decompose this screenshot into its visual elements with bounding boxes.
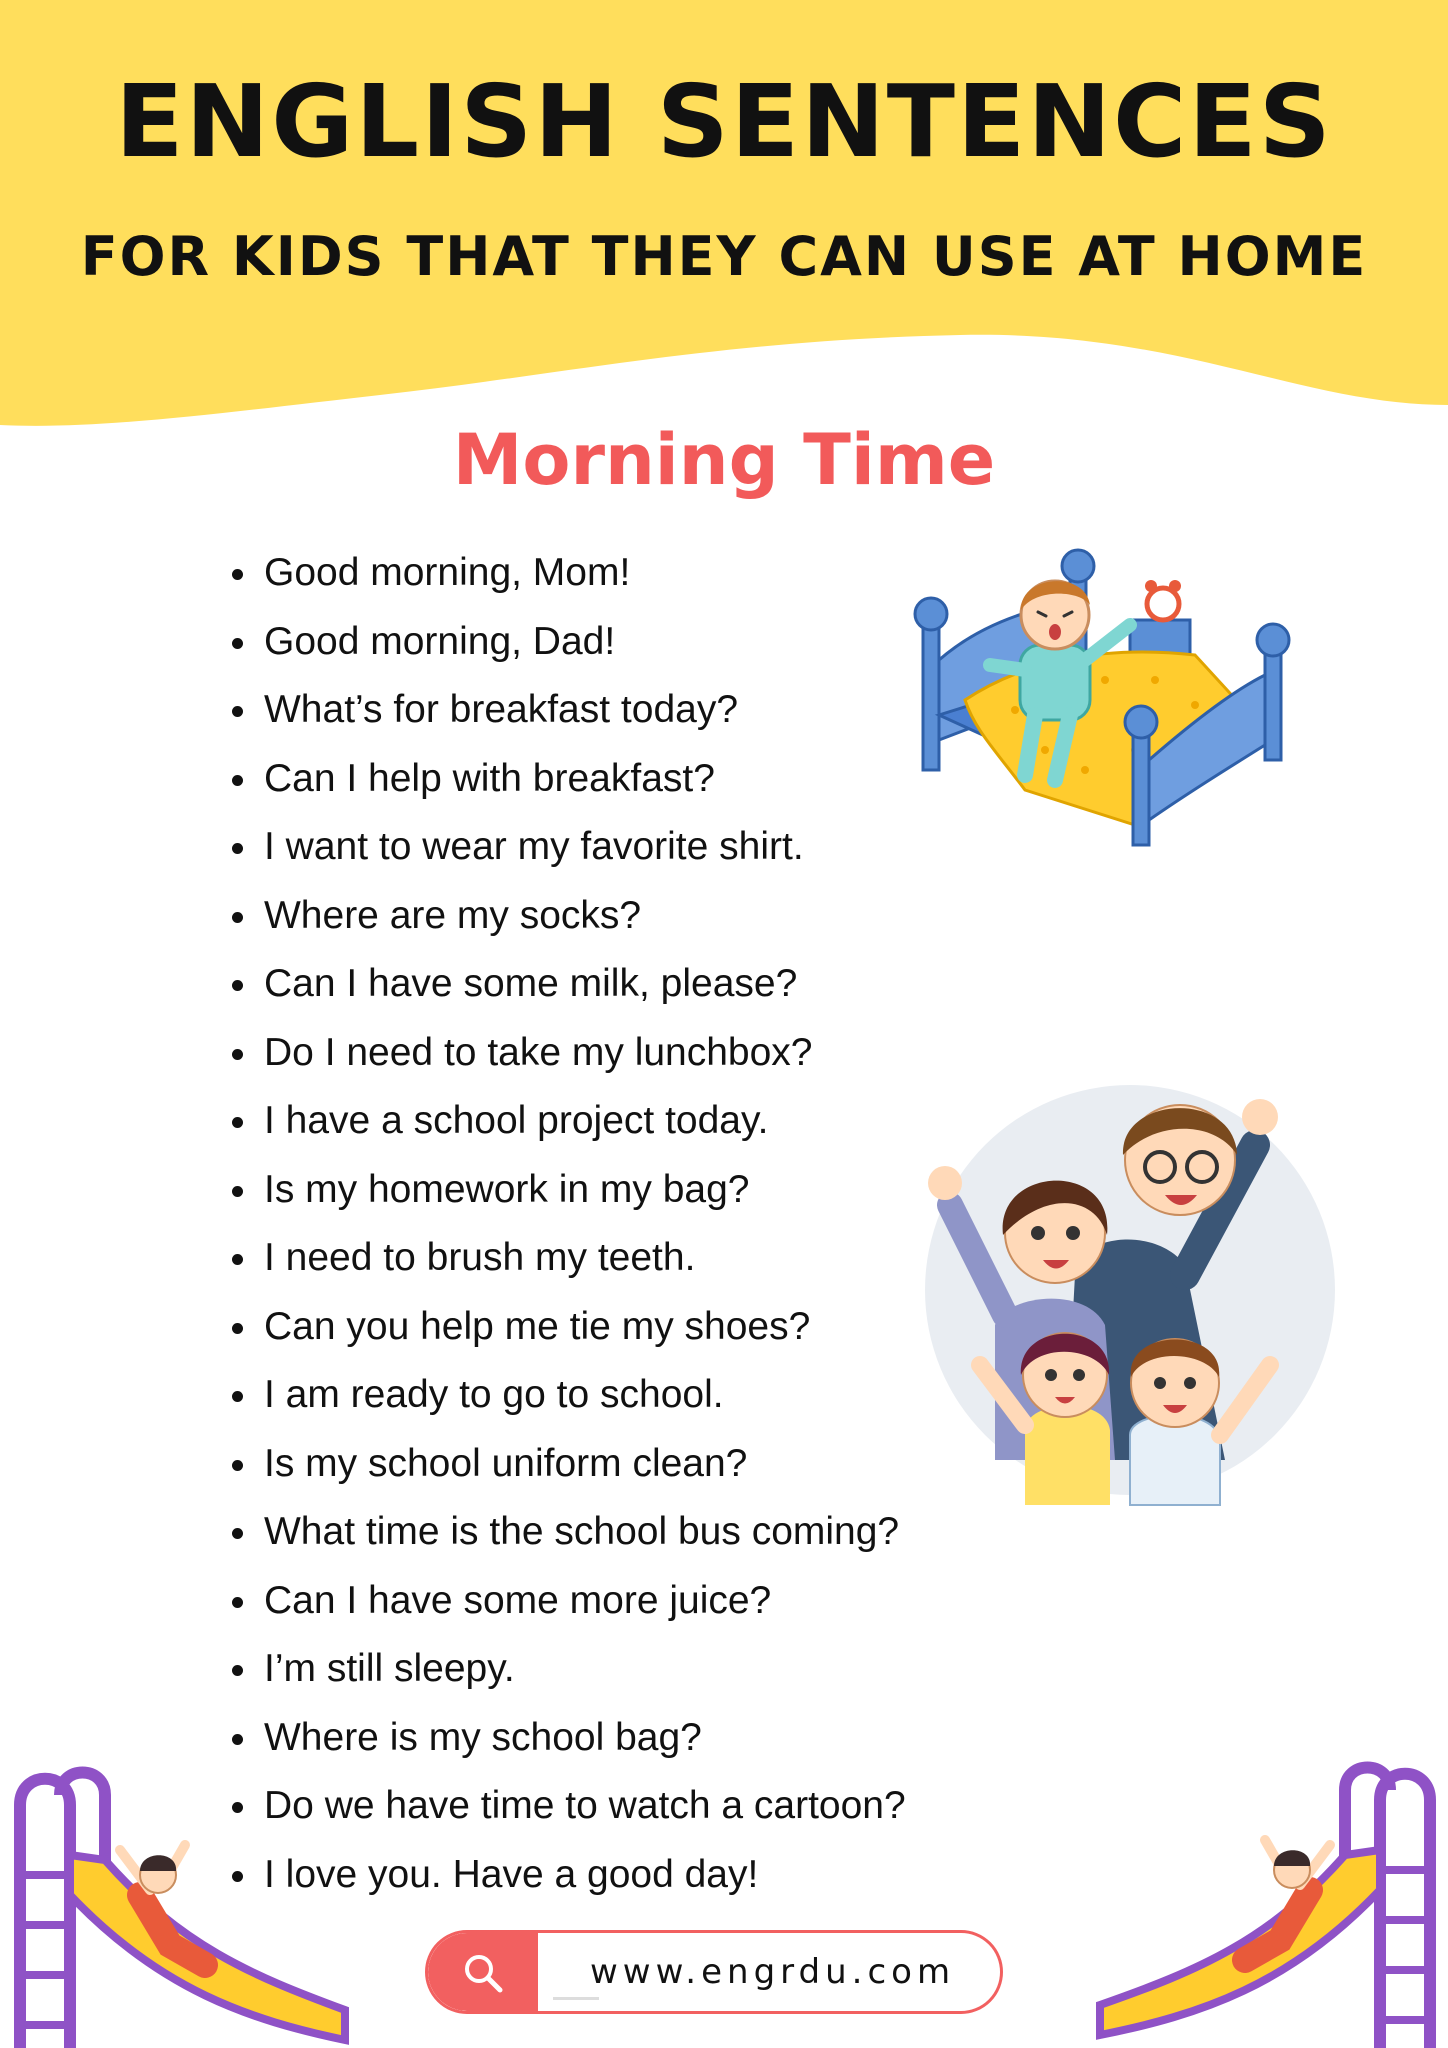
sentence-item: Good morning, Dad! <box>230 614 906 683</box>
sentence-item: I have a school project today. <box>230 1093 906 1162</box>
sentence-item: What’s for breakfast today? <box>230 682 906 751</box>
sentence-list <box>230 545 906 1915</box>
sentence-item: What time is the school bus coming? <box>230 1504 906 1573</box>
page-subtitle: FOR KIDS THAT THEY CAN USE AT HOME <box>80 225 1368 288</box>
child-in-bed-illustration <box>905 540 1315 860</box>
sentence-item: Can you help me tie my shoes? <box>230 1299 906 1368</box>
sentence-item: Can I have some more juice? <box>230 1573 906 1642</box>
sentence-item: Do I need to take my lunchbox? <box>230 1025 906 1094</box>
page-title: ENGLISH SENTENCES <box>115 63 1333 180</box>
kid-on-slide-left-illustration <box>0 1765 360 2048</box>
sentence-item: Is my homework in my bag? <box>230 1162 906 1231</box>
input-underline <box>553 1997 599 2000</box>
sentence-item: I am ready to go to school. <box>230 1367 906 1436</box>
search-icon <box>461 1951 505 1995</box>
sentence-item: Good morning, Mom! <box>230 545 906 614</box>
sentence-item: Where are my socks? <box>230 888 906 957</box>
sentence-item: Is my school uniform clean? <box>230 1436 906 1505</box>
sentence-item: Where is my school bag? <box>230 1710 906 1779</box>
sentence-item: I love you. Have a good day! <box>230 1847 906 1916</box>
sentence-item: Can I have some milk, please? <box>230 956 906 1025</box>
sentence-item: Can I help with breakfast? <box>230 751 906 820</box>
section-title: Morning Time <box>452 419 996 501</box>
sentence-item: I need to brush my teeth. <box>230 1230 906 1299</box>
website-url[interactable]: www.engrdu.com <box>590 1952 956 1992</box>
sentence-item: I want to wear my favorite shirt. <box>230 819 906 888</box>
family-illustration <box>925 1065 1345 1535</box>
website-url-bar[interactable] <box>425 1930 1003 2014</box>
kid-on-slide-right-illustration <box>1080 1760 1448 2048</box>
search-button[interactable] <box>428 1933 538 2011</box>
sentence-item: Do we have time to watch a cartoon? <box>230 1778 906 1847</box>
sentence-item: I’m still sleepy. <box>230 1641 906 1710</box>
